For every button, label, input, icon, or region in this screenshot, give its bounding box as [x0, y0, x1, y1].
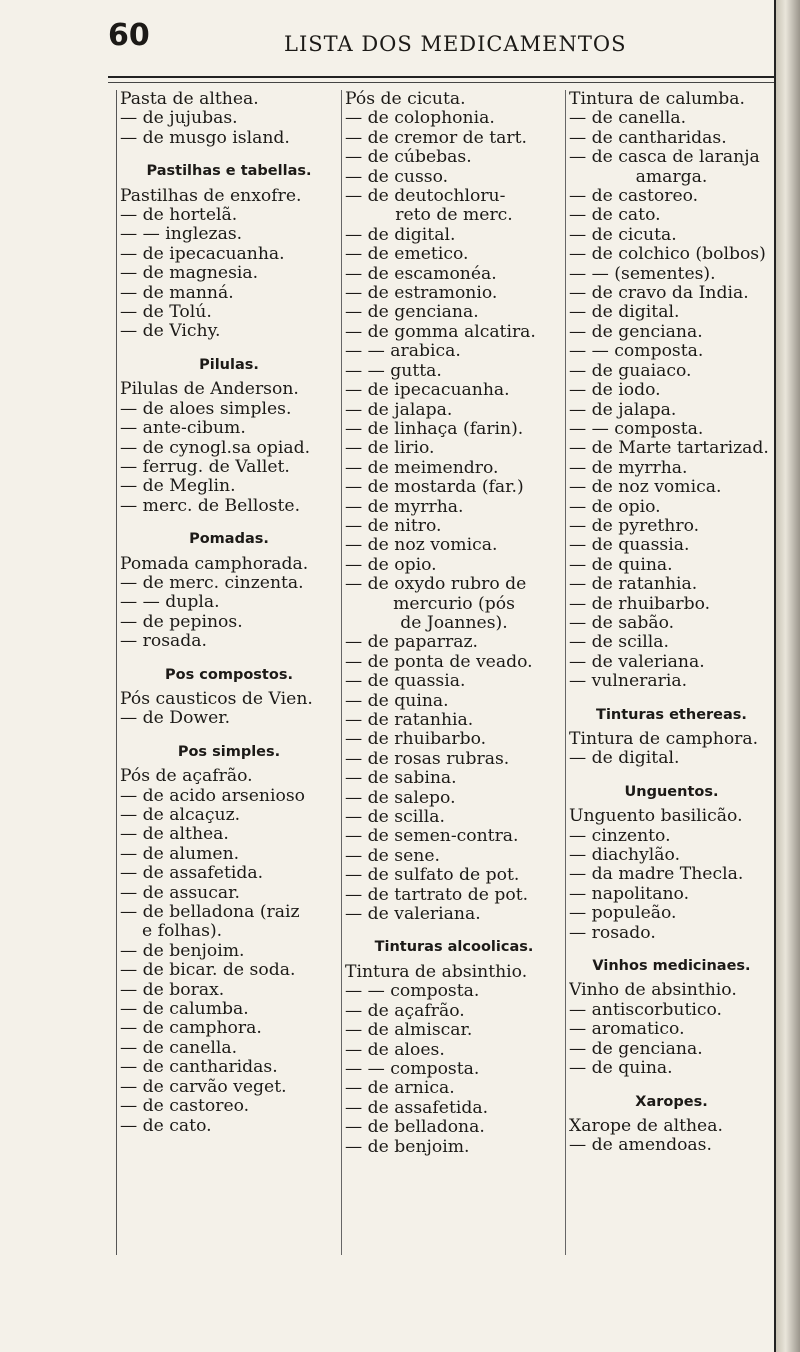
- medicament-entry: — de calumba.: [120, 1000, 249, 1020]
- medicament-entry: — de canella.: [569, 109, 687, 129]
- medicament-entry: — de camphora.: [120, 1019, 262, 1039]
- medicament-entry: — de digital.: [569, 749, 680, 769]
- medicament-entry: — napolitano.: [569, 884, 690, 904]
- medicament-entry: — de opio.: [345, 555, 437, 575]
- section-heading: Tinturas alcoolicas.: [374, 939, 534, 956]
- section-heading: Pos compostos.: [165, 666, 293, 683]
- medicament-entry: — de sulfato de pot.: [345, 866, 520, 886]
- medicament-entry: — — arabica.: [345, 342, 461, 362]
- medicament-entry: — de myrrha.: [345, 497, 464, 517]
- medicament-entry: — de borax.: [120, 980, 225, 1000]
- medicament-entry: — de paparraz.: [345, 633, 478, 653]
- medicament-entry: — de Tolú.: [120, 303, 212, 323]
- header-rule: [108, 76, 774, 83]
- medicament-entry: — — composta.: [345, 982, 480, 1002]
- medicament-entry: — populeão.: [569, 904, 677, 924]
- medicament-entry: — de Dower.: [120, 709, 231, 729]
- medicament-entry: — de guaiaco.: [569, 361, 692, 381]
- entry-continuation: reto de merc.: [395, 206, 513, 226]
- medicament-entry: — de alcaçuz.: [120, 806, 241, 825]
- medicament-entry: — de manná.: [120, 283, 234, 303]
- column-3: [565, 90, 774, 1255]
- medicament-entry: — de scilla.: [345, 808, 445, 828]
- medicament-entry: — de cynogl.sa opiad.: [120, 438, 311, 458]
- medicament-entry: — de jujubas.: [120, 109, 238, 129]
- medicament-entry: — de estramonio.: [345, 284, 498, 304]
- column-2: [341, 90, 563, 1255]
- medicament-entry: — — (sementes).: [569, 264, 716, 284]
- medicament-entry: — de cato.: [569, 206, 661, 226]
- medicament-entry: — de castoreo.: [569, 187, 699, 207]
- medicament-entry: Pós de açafrão.: [120, 767, 253, 787]
- medicament-entry: Vinho de absinthio.: [569, 981, 737, 1001]
- medicament-entry: — de açafrão.: [345, 1001, 465, 1021]
- medicament-entry: — de bicar. de soda.: [120, 961, 296, 981]
- medicament-entry: — rosado.: [569, 923, 656, 943]
- medicament-entry: — de noz vomica.: [345, 536, 498, 556]
- medicament-entry: — antiscorbutico.: [569, 1000, 722, 1020]
- column-1: [116, 90, 338, 1255]
- medicament-entry: — de iodo.: [569, 381, 661, 401]
- medicament-entry: Tintura de camphora.: [569, 730, 759, 749]
- medicament-entry: — de acido arsenioso: [120, 786, 306, 806]
- medicament-entry: — de oxydo rubro de: [345, 575, 527, 595]
- medicament-entry: — rosada.: [120, 632, 207, 652]
- medicament-entry: — de valeriana.: [569, 652, 705, 672]
- medicament-entry: — de ratanhia.: [569, 575, 698, 595]
- medicament-entry: — de carvão veget.: [120, 1077, 287, 1097]
- medicament-entry: — diachylão.: [569, 846, 681, 866]
- medicament-entry: Pasta de althea.: [120, 90, 259, 109]
- medicament-entry: Xarope de althea.: [569, 1116, 723, 1136]
- medicament-entry: Pastilhas de enxofre.: [120, 186, 302, 206]
- medicament-entry: — de pyrethro.: [569, 516, 700, 536]
- medicament-entry: — de merc. cinzenta.: [120, 573, 304, 593]
- medicament-entry: — de mostarda (far.): [345, 478, 524, 498]
- medicament-entry: — de cato.: [120, 1116, 212, 1136]
- medicament-entry: — de semen-contra.: [345, 827, 519, 847]
- medicament-entry: — de belladona (raiz: [120, 903, 300, 923]
- medicament-entry: — — composta.: [569, 419, 704, 439]
- entry-continuation: mercurio (pós: [393, 594, 515, 614]
- section-heading: Pomadas.: [189, 531, 269, 548]
- medicament-entry: — de cantharidas.: [120, 1058, 278, 1078]
- medicament-entry: — — inglezas.: [120, 225, 243, 245]
- medicament-entry: — de scilla.: [569, 633, 669, 653]
- medicament-entry: — de benjoim.: [120, 941, 245, 961]
- medicament-entry: — de amendoas.: [569, 1136, 712, 1156]
- medicament-entry: — de sene.: [345, 846, 440, 866]
- medicament-entry: — de myrrha.: [569, 458, 688, 478]
- medicament-entry: — de escamonéa.: [345, 264, 497, 284]
- medicament-entry: — de althea.: [120, 825, 229, 845]
- medicament-entry: — ferrug. de Vallet.: [120, 457, 290, 477]
- medicament-entry: — de valeriana.: [345, 905, 481, 925]
- section-heading: Pos simples.: [177, 743, 281, 760]
- running-title: LISTA DOS MEDICAMENTOS: [284, 32, 627, 56]
- medicament-entry: — de noz vomica.: [569, 478, 722, 498]
- medicament-entry: — aromatico.: [569, 1020, 685, 1040]
- medicament-entry: — de digital.: [569, 303, 680, 323]
- medicament-entry: — de cusso.: [345, 167, 449, 187]
- entry-continuation: amarga.: [635, 167, 708, 187]
- medicament-entry: — de Vichy.: [120, 322, 221, 342]
- medicament-entry: — de sabão.: [569, 613, 675, 633]
- medicament-entry: — de nitro.: [345, 516, 442, 536]
- medicament-entry: Tintura de absinthio.: [345, 962, 528, 982]
- section-heading: Unguentos.: [624, 783, 719, 800]
- medicament-entry: — de Meglin.: [120, 477, 236, 497]
- medicament-entry: — de Marte tartarizad.: [569, 439, 769, 459]
- medicament-entry: — vulneraria.: [569, 672, 688, 692]
- medicament-entry: — de opio.: [569, 497, 661, 517]
- section-heading: Vinhos medicinaes.: [592, 958, 751, 975]
- medicament-entry: — de genciana.: [569, 322, 703, 342]
- medicament-entry: — de quassia.: [569, 536, 690, 556]
- page-number: 60: [108, 18, 150, 53]
- medicament-entry: — de quassia.: [345, 672, 466, 692]
- medicament-entry: — de cicuta.: [569, 225, 677, 245]
- page-header: [0, 0, 800, 70]
- medicament-entry: — de tartrato de pot.: [345, 885, 529, 905]
- section-heading: Pilulas.: [199, 356, 259, 373]
- medicament-entry: — de meimendro.: [345, 458, 499, 478]
- medicament-entry: — de jalapa.: [345, 400, 453, 420]
- medicament-entry: — de digital.: [345, 225, 456, 245]
- medicament-entry: Tintura de calumba.: [569, 90, 746, 109]
- medicament-entry: — de assafetida.: [120, 864, 264, 884]
- medicament-entry: — de musgo island.: [120, 128, 290, 148]
- medicament-entry: — de benjoim.: [345, 1137, 470, 1157]
- medicament-entry: — de ratanhia.: [345, 711, 474, 730]
- medicament-entry: — de quina.: [345, 691, 449, 711]
- medicament-entry: Pós de cicuta.: [345, 90, 466, 109]
- medicament-entry: Pilulas de Anderson.: [120, 380, 299, 400]
- medicament-entry: — de jalapa.: [569, 400, 677, 420]
- medicament-entry: — de canella.: [120, 1038, 238, 1058]
- medicament-entry: — — dupla.: [120, 593, 220, 613]
- medicament-entry: — de linhaça (farin).: [345, 419, 524, 439]
- medicament-entry: — de rhuibarbo.: [569, 594, 711, 614]
- medicament-entry: — de rhuibarbo.: [345, 730, 487, 750]
- medicament-entry: — de genciana.: [569, 1039, 703, 1059]
- medicament-entry: — de aloes.: [345, 1040, 445, 1060]
- entry-continuation: e folhas).: [142, 922, 223, 942]
- medicament-entry: Pomada camphorada.: [120, 554, 309, 574]
- medicament-entry: — de hortelã.: [120, 206, 238, 226]
- medicament-entry: — de lirio.: [345, 439, 435, 459]
- medicament-entry: — de belladona.: [345, 1118, 485, 1138]
- medicament-entry: — de assucar.: [120, 883, 240, 903]
- medicament-entry: — de salepo.: [345, 788, 456, 808]
- entry-continuation: de Joannes).: [400, 613, 508, 633]
- medicament-entry: — de deutochloru-: [345, 187, 506, 207]
- medicament-entry: — de colchico (bolbos): [569, 245, 766, 265]
- medicament-entry: — — composta.: [345, 1059, 480, 1079]
- section-heading: Xaropes.: [635, 1093, 708, 1110]
- medicament-entry: — da madre Thecla.: [569, 865, 744, 885]
- medicament-entry: — de quina.: [569, 555, 673, 575]
- medicament-entry: — — composta.: [569, 342, 704, 362]
- medicament-entry: — de casca de laranja: [569, 148, 760, 168]
- medicament-entry: — de cremor de tart.: [345, 128, 528, 148]
- medicament-entry: — de alumen.: [120, 844, 240, 864]
- medicament-entry: — de castoreo.: [120, 1097, 250, 1117]
- medicament-entry: Pós causticos de Vien.: [120, 689, 313, 709]
- medicament-entry: — de cúbebas.: [345, 148, 472, 168]
- medicament-entry: — de aloes simples.: [120, 399, 292, 419]
- medicament-entry: — ante-cibum.: [120, 419, 246, 439]
- medicament-entry: — de gomma alcatira.: [345, 322, 536, 342]
- medicament-entry: — de cravo da India.: [569, 284, 749, 304]
- medicament-entry: — de cantharidas.: [569, 128, 727, 148]
- medicament-entry: — de pepinos.: [120, 612, 243, 632]
- medicament-entry: — cinzento.: [569, 826, 671, 846]
- medicament-entry: — de ipecacuanha.: [345, 381, 510, 401]
- medicament-entry: — de emetico.: [345, 245, 469, 265]
- medicament-entry: — de assafetida.: [345, 1098, 489, 1118]
- medicament-entry: — de almiscar.: [345, 1021, 473, 1041]
- medicament-entry: — de arnica.: [345, 1079, 455, 1099]
- medicament-entry: — — gutta.: [345, 361, 442, 381]
- medicament-entry: Unguento basilicão.: [569, 807, 743, 827]
- medicament-entry: — de colophonia.: [345, 109, 495, 129]
- medicament-entry: — de rosas rubras.: [345, 749, 510, 769]
- medicament-entry: — de ipecacuanha.: [120, 244, 285, 264]
- medicament-entry: — de sabina.: [345, 769, 457, 789]
- section-heading: Pastilhas e tabellas.: [146, 163, 312, 180]
- medicament-entry: — de genciana.: [345, 303, 479, 323]
- adjacent-page-edge: [776, 0, 800, 1352]
- medicament-entry: — de magnesia.: [120, 264, 259, 284]
- section-heading: Tinturas ethereas.: [596, 706, 747, 723]
- medicament-entry: — merc. de Belloste.: [120, 496, 301, 516]
- medicament-entry: — de ponta de veado.: [345, 652, 533, 672]
- medicament-entry: — de quina.: [569, 1059, 673, 1079]
